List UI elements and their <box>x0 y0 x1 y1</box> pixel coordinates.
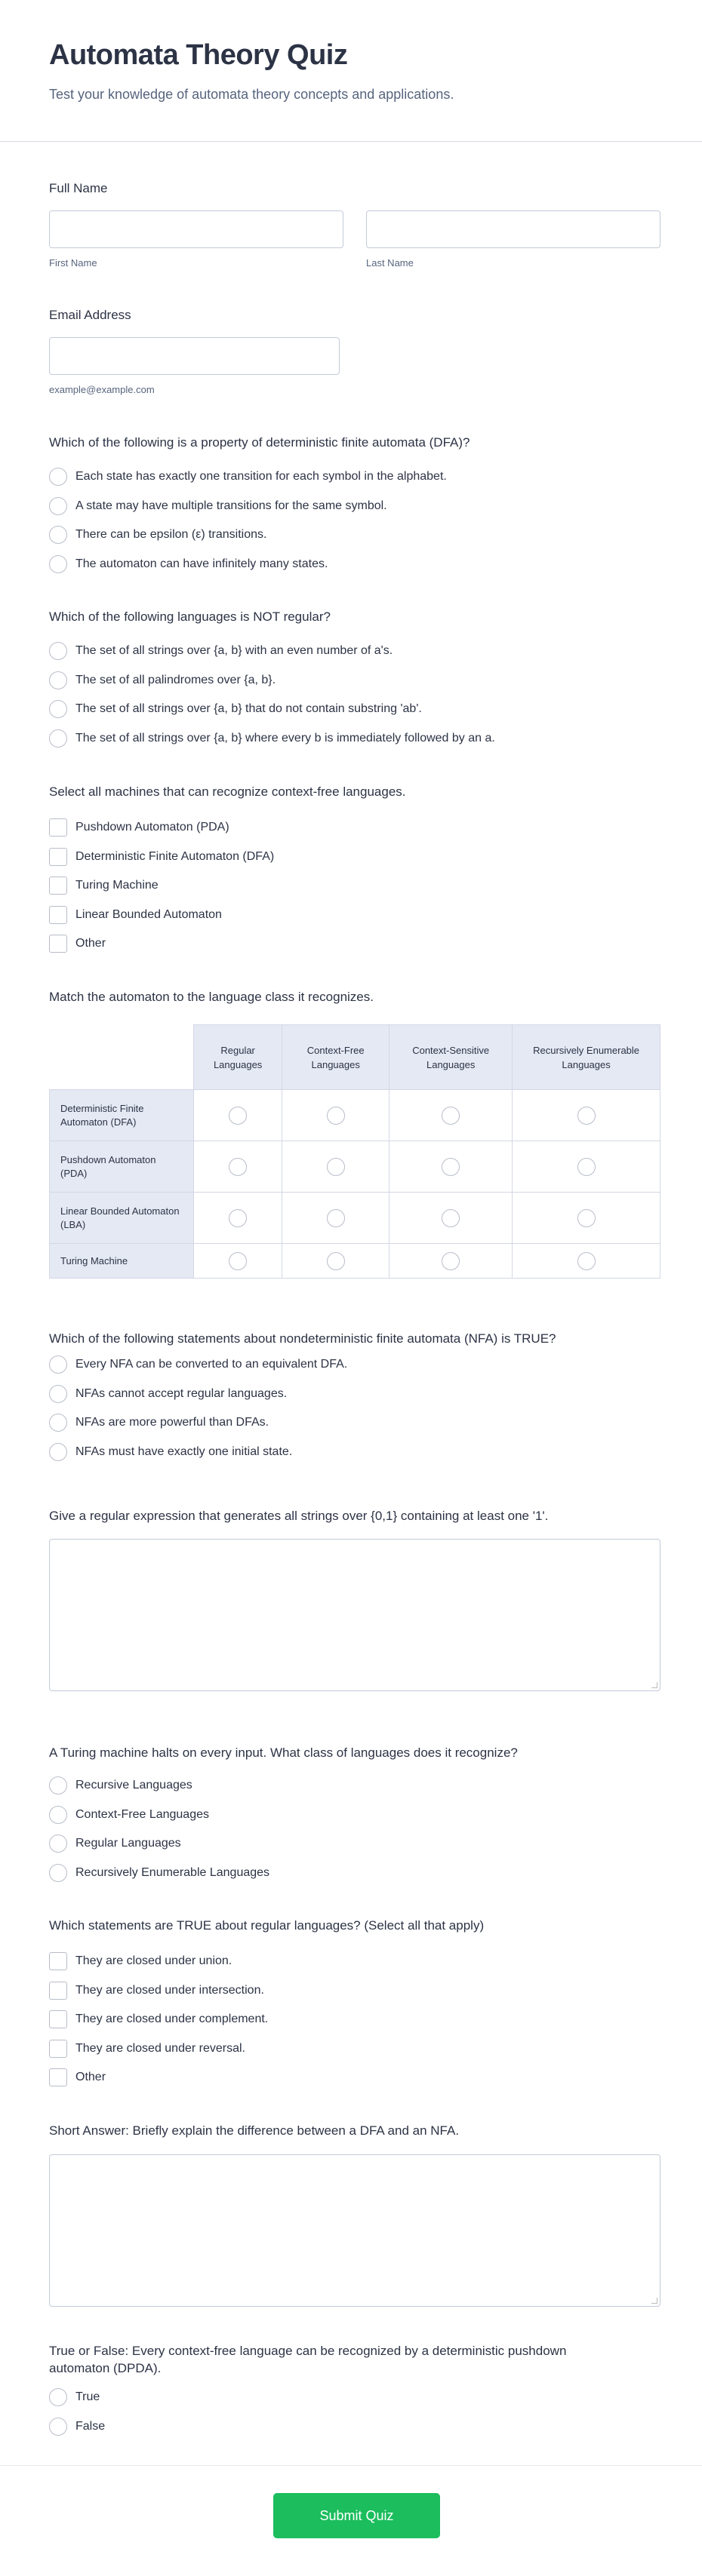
radio-button[interactable] <box>49 1806 67 1824</box>
radio-option[interactable] <box>49 1771 660 1801</box>
radio-option[interactable] <box>49 724 660 754</box>
checkbox-option[interactable] <box>49 2034 660 2064</box>
matrix-cell <box>282 1193 389 1244</box>
matrix-cell <box>282 1244 389 1279</box>
first-name-sublabel: First Name <box>49 257 97 269</box>
radio-option[interactable] <box>49 462 660 492</box>
short-answer-textarea[interactable] <box>49 2154 660 2307</box>
radio-button[interactable] <box>49 671 67 689</box>
regex-answer-textarea[interactable] <box>49 1539 660 1691</box>
matrix-cell <box>389 1244 513 1279</box>
radio-option[interactable] <box>49 520 660 550</box>
radio-button[interactable] <box>49 1356 67 1374</box>
option-label: NFAs are more powerful than DFAs. <box>75 1416 269 1429</box>
question-label: Which of the following statements about nondeterministic finite automata (NFA) is TRUE? <box>49 1331 556 1346</box>
option-label: They are closed under complement. <box>75 2013 269 2026</box>
radio-option[interactable] <box>49 550 660 579</box>
option-label: Deterministic Finite Automaton (DFA) <box>75 849 275 863</box>
matrix-radio-button[interactable] <box>229 1252 247 1270</box>
matrix-cell <box>194 1090 282 1141</box>
resize-handle-icon[interactable] <box>651 1682 657 1688</box>
matrix-column-header: Recursively Enumerable Languages <box>513 1025 660 1090</box>
matrix-radio-button[interactable] <box>577 1107 596 1125</box>
matrix-cell <box>389 1193 513 1244</box>
matrix-radio-button[interactable] <box>229 1158 247 1176</box>
email-label: Email Address <box>49 308 131 322</box>
email-field <box>49 306 660 395</box>
radio-button[interactable] <box>49 1864 67 1882</box>
checkbox[interactable] <box>49 935 67 953</box>
matrix-row-label: Turing Machine <box>50 1244 194 1279</box>
radio-option[interactable] <box>49 695 660 724</box>
matrix-cell <box>513 1193 660 1244</box>
option-label: Linear Bounded Automaton <box>75 907 222 921</box>
option-label: They are closed under reversal. <box>75 2041 245 2055</box>
matrix-cell <box>513 1090 660 1141</box>
option-label: The set of all strings over {a, b} with an even number of a's. <box>75 644 393 658</box>
option-label: NFAs cannot accept regular languages. <box>75 1386 288 1400</box>
matrix-corner <box>50 1025 194 1090</box>
checkbox[interactable] <box>49 2010 67 2028</box>
email-input[interactable] <box>49 337 340 375</box>
checkbox-option[interactable] <box>49 813 660 843</box>
option-label: Pushdown Automaton (PDA) <box>75 821 229 834</box>
option-label: The set of all palindromes over {a, b}. <box>75 673 276 686</box>
checkbox-option[interactable] <box>49 2063 660 2092</box>
radio-button[interactable] <box>49 1776 67 1795</box>
matrix-cell <box>389 1090 513 1141</box>
matrix-column-header: Context-Sensitive Languages <box>389 1025 513 1090</box>
radio-button[interactable] <box>49 642 67 660</box>
matrix-cell <box>513 1141 660 1193</box>
full-name-field <box>49 180 660 269</box>
checkbox[interactable] <box>49 2068 67 2086</box>
question-4-matrix <box>49 988 660 1279</box>
question-label: Match the automaton to the language class it recognizes. <box>49 990 374 1004</box>
question-label: True or False: Every context-free language can be recognized by a deterministic pushdown automaton (DPDA). <box>49 2344 567 2375</box>
matrix-row <box>50 1141 660 1193</box>
checkbox[interactable] <box>49 818 67 837</box>
radio-option[interactable] <box>49 1801 660 1830</box>
question-label: A Turing machine halts on every input. What class of languages does it recognize? <box>49 1745 518 1760</box>
question-5 <box>49 1330 660 1466</box>
matrix-row <box>50 1193 660 1244</box>
matrix-row <box>50 1090 660 1141</box>
question-7 <box>49 1744 660 1887</box>
radio-option[interactable] <box>49 1408 660 1438</box>
option-label: The automaton can have infinitely many states. <box>75 557 328 570</box>
option-label: NFAs must have exactly one initial state. <box>75 1445 293 1458</box>
matrix-row-label: Linear Bounded Automaton (LBA) <box>50 1193 194 1244</box>
option-label: Turing Machine <box>75 879 159 892</box>
matrix-cell <box>389 1141 513 1193</box>
checkbox[interactable] <box>49 906 67 924</box>
checkbox[interactable] <box>49 848 67 866</box>
checkbox[interactable] <box>49 877 67 895</box>
question-label: Select all machines that can recognize context-free languages. <box>49 784 406 799</box>
matrix-radio-button[interactable] <box>327 1252 345 1270</box>
matrix-radio-button[interactable] <box>229 1209 247 1227</box>
checkbox-option[interactable] <box>49 901 660 930</box>
form-header <box>0 0 702 142</box>
question-9 <box>49 2122 660 2307</box>
matrix-radio-button[interactable] <box>442 1107 460 1125</box>
option-label: There can be epsilon (ε) transitions. <box>75 528 267 542</box>
question-8 <box>49 1917 660 2092</box>
option-label: They are closed under union. <box>75 1954 232 1968</box>
radio-option[interactable] <box>49 492 660 521</box>
option-label: Other <box>75 937 106 950</box>
radio-button[interactable] <box>49 2388 67 2406</box>
radio-option[interactable] <box>49 2412 619 2442</box>
checkbox-option[interactable] <box>49 1947 660 1976</box>
checkbox-option[interactable] <box>49 2005 660 2034</box>
option-label: They are closed under intersection. <box>75 1983 264 1997</box>
question-2 <box>49 608 660 753</box>
radio-button[interactable] <box>49 1443 67 1461</box>
question-label: Which statements are TRUE about regular languages? (Select all that apply) <box>49 1918 485 1933</box>
radio-button[interactable] <box>49 1835 67 1853</box>
matrix-row <box>50 1244 660 1279</box>
matrix-radio-button[interactable] <box>577 1209 596 1227</box>
radio-button[interactable] <box>49 700 67 718</box>
radio-option[interactable] <box>49 1859 660 1888</box>
matrix-radio-button[interactable] <box>327 1209 345 1227</box>
matrix-cell <box>282 1141 389 1193</box>
checkbox[interactable] <box>49 1982 67 2000</box>
question-3 <box>49 783 660 959</box>
radio-button[interactable] <box>49 729 67 748</box>
option-label: Every NFA can be converted to an equivalent DFA. <box>75 1358 348 1371</box>
checkbox-option[interactable] <box>49 871 660 901</box>
matrix-radio-button[interactable] <box>442 1158 460 1176</box>
matrix-radio-button[interactable] <box>577 1158 596 1176</box>
matrix-cell <box>513 1244 660 1279</box>
option-label: Context-Free Languages <box>75 1807 209 1821</box>
radio-button[interactable] <box>49 497 67 515</box>
radio-option[interactable] <box>49 1350 660 1380</box>
question-label: Which of the following languages is NOT regular? <box>49 609 331 624</box>
matrix-cell <box>282 1090 389 1141</box>
question-10 <box>49 2342 619 2441</box>
matrix-radio-button[interactable] <box>229 1107 247 1125</box>
matrix-radio-button[interactable] <box>327 1107 345 1125</box>
matrix-row-label: Deterministic Finite Automaton (DFA) <box>50 1090 194 1141</box>
email-sublabel: example@example.com <box>49 384 155 395</box>
radio-button[interactable] <box>49 1414 67 1432</box>
resize-handle-icon[interactable] <box>651 2298 657 2304</box>
radio-option[interactable] <box>49 1829 660 1859</box>
radio-button[interactable] <box>49 555 67 573</box>
option-label: The set of all strings over {a, b} where every b is immediately followed by an a. <box>75 731 495 745</box>
checkbox-option[interactable] <box>49 1976 660 2006</box>
question-1 <box>49 434 660 579</box>
checkbox[interactable] <box>49 1952 67 1970</box>
radio-option[interactable] <box>49 1380 660 1409</box>
option-label: The set of all strings over {a, b} that do not contain substring 'ab'. <box>75 702 422 716</box>
question-label: Short Answer: Briefly explain the difference between a DFA and an NFA. <box>49 2123 460 2138</box>
radio-option[interactable] <box>49 1438 660 1467</box>
submit-quiz-button[interactable]: Submit Quiz <box>273 2493 440 2538</box>
radio-option[interactable] <box>49 2383 619 2412</box>
matrix-radio-button[interactable] <box>577 1252 596 1270</box>
question-label: Which of the following is a property of deterministic finite automata (DFA)? <box>49 435 470 450</box>
matrix-row-label: Pushdown Automaton (PDA) <box>50 1141 194 1193</box>
checkbox[interactable] <box>49 2040 67 2058</box>
option-label: Recursive Languages <box>75 1779 192 1792</box>
matrix-cell <box>194 1141 282 1193</box>
last-name-sublabel: Last Name <box>366 257 414 269</box>
first-name-input[interactable] <box>49 210 343 248</box>
full-name-label: Full Name <box>49 181 108 195</box>
option-label: Regular Languages <box>75 1837 181 1850</box>
matrix-radio-button[interactable] <box>442 1209 460 1227</box>
radio-button[interactable] <box>49 468 67 486</box>
radio-button[interactable] <box>49 1385 67 1403</box>
question-6 <box>49 1507 660 1691</box>
footer-divider <box>0 2465 702 2466</box>
matrix-cell <box>194 1193 282 1244</box>
option-label: Each state has exactly one transition for each symbol in the alphabet. <box>75 470 447 484</box>
matrix-column-header: Context-Free Languages <box>282 1025 389 1090</box>
checkbox-option[interactable] <box>49 929 660 959</box>
radio-button[interactable] <box>49 526 67 544</box>
option-label: Other <box>75 2071 106 2084</box>
matrix-table <box>49 1024 660 1279</box>
question-label: Give a regular expression that generates all strings over {0,1} containing at least one '1'. <box>49 1509 549 1523</box>
option-label: Recursively Enumerable Languages <box>75 1865 270 1879</box>
matrix-cell <box>194 1244 282 1279</box>
option-label: False <box>75 2419 106 2433</box>
radio-option[interactable] <box>49 666 660 695</box>
option-label: A state may have multiple transitions for the same symbol. <box>75 499 387 512</box>
matrix-radio-button[interactable] <box>442 1252 460 1270</box>
radio-option[interactable] <box>49 637 660 666</box>
radio-button[interactable] <box>49 2418 67 2436</box>
page-subtitle: Test your knowledge of automata theory concepts and applications. <box>49 87 454 102</box>
last-name-input[interactable] <box>366 210 660 248</box>
page-title: Automata Theory Quiz <box>49 39 348 71</box>
matrix-column-header: Regular Languages <box>194 1025 282 1090</box>
checkbox-option[interactable] <box>49 843 660 872</box>
option-label: True <box>75 2390 100 2404</box>
matrix-radio-button[interactable] <box>327 1158 345 1176</box>
